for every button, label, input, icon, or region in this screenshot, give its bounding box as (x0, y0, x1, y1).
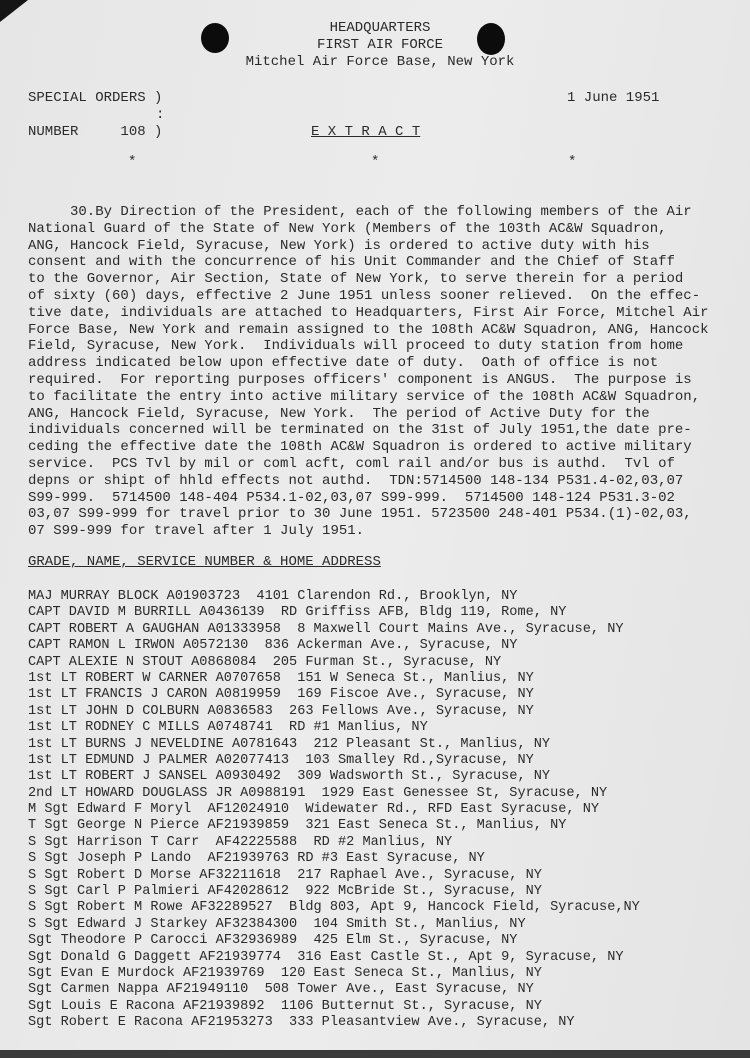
special-orders-label: SPECIAL ORDERS ) (28, 90, 163, 106)
extract-title: E X T R A C T (311, 124, 421, 140)
personnel-entry: CAPT DAVID M BURRILL A0436139 RD Griffiss AFB, Bldg 119, Rome, NY (28, 605, 567, 621)
separator-star: * (568, 154, 577, 170)
paragraph-line: service. PCS Tvl by mil or coml acft, coml rail and/or bus is authd. Tvl of (28, 455, 675, 472)
personnel-entry: 1st LT ROBERT W CARNER A0707658 151 W Seneca St., Manlius, NY (28, 670, 534, 686)
colon: : (156, 107, 165, 123)
personnel-entry: 1st LT JOHN D COLBURN A0836583 263 Fellows Ave., Syracuse, NY (28, 703, 534, 719)
personnel-entry: Sgt Theodore P Carocci AF32936989 425 Elm St., Syracuse, NY (28, 933, 518, 949)
paragraph-line: depns or shipt of hhld effects not authd. TDN:5714500 148-134 P531.4-02,03,07 (28, 472, 684, 489)
header-unit: FIRST AIR FORCE (316, 37, 444, 53)
separator-star: * (371, 154, 380, 170)
paragraph-line: required. For reporting purposes officers' component is ANGUS. The purpose is (28, 371, 692, 388)
order-paragraph (28, 204, 709, 540)
paragraph-line: ANG, Hancock Field, Syracuse, New York. The period of Active Duty for the (28, 405, 650, 422)
personnel-entry: S Sgt Robert D Morse AF32211618 217 Raphael Ave., Syracuse, NY (28, 867, 542, 883)
paragraph-line: Force Base, New York and remain assigned to the 108th AC&W Squadron, ANG, Hancock (28, 321, 709, 338)
paragraph-line: 03,07 S99-999 for travel prior to 30 June 1951. 5723500 248-401 P534.(1)-02,03, (28, 506, 692, 523)
personnel-entry: S Sgt Carl P Palmieri AF42028612 922 McBride St., Syracuse, NY (28, 884, 542, 900)
separator-star: * (128, 154, 137, 170)
personnel-entry: CAPT RAMON L IRWON A0572130 836 Ackerman Ave., Syracuse, NY (28, 638, 518, 654)
paragraph-line: National Guard of the State of New York (Members of the 103th AC&W Squadron, (28, 220, 667, 237)
paragraph-line: address indicated below upon effective date of duty. Oath of office is not (28, 355, 659, 372)
paragraph-line: individuals concerned will be terminated on the 31st of July 1951,the date pre- (28, 422, 692, 439)
personnel-entry: Sgt Donald G Daggett AF21939774 316 East Castle St., Apt 9, Syracuse, NY (28, 949, 624, 965)
personnel-entry: S Sgt Edward J Starkey AF32384300 104 Smith St., Manlius, NY (28, 916, 526, 932)
personnel-entry: S Sgt Robert M Rowe AF32289527 Bldg 803, Apt 9, Hancock Field, Syracuse,NY (28, 900, 640, 916)
personnel-entry: MAJ MURRAY BLOCK A01903723 4101 Clarendon Rd., Brooklyn, NY (28, 589, 518, 604)
header-location: Mitchel Air Force Base, New York (245, 54, 515, 70)
header-headquarters: HEADQUARTERS (329, 20, 431, 36)
order-date: 1 June 1951 (567, 90, 660, 106)
personnel-entry: Sgt Evan E Murdock AF21939769 120 East Seneca St., Manlius, NY (28, 965, 542, 981)
paragraph-line: to facilitate the entry into active military service of the 108th AC&W Squadron, (28, 388, 701, 405)
personnel-entry: S Sgt Joseph P Lando AF21939763 RD #3 East Syracuse, NY (28, 851, 485, 867)
paragraph-line: of sixty (60) days, effective 2 June 1951 unless sooner relieved. On the effec- (28, 287, 701, 304)
personnel-entry: 1st LT BURNS J NEVELDINE A0781643 212 Pleasant St., Manlius, NY (28, 736, 551, 752)
personnel-entry: 1st LT FRANCIS J CARON A0819959 169 Fiscoe Ave., Syracuse, NY (28, 687, 534, 703)
personnel-entry: S Sgt Harrison T Carr AF42225588 RD #2 Manlius, NY (28, 834, 453, 850)
paragraph-line: ceding the effective date the 108th AC&W Squadron is ordered to active military (28, 439, 692, 456)
personnel-entry: 1st LT ROBERT J SANSEL A0930492 309 Wadsworth St., Syracuse, NY (28, 769, 551, 785)
personnel-entry: Sgt Carmen Nappa AF21949110 508 Tower Ave., East Syracuse, NY (28, 982, 534, 998)
personnel-entry: CAPT ROBERT A GAUGHAN A01333958 8 Maxwell Court Mains Ave., Syracuse, NY (28, 621, 624, 637)
paragraph-line: to the Governor, Air Section, State of New York, to serve therein for a period (28, 271, 684, 288)
personnel-entry: 1st LT EDMUND J PALMER A02077413 103 Smalley Rd.,Syracuse, NY (28, 752, 534, 768)
personnel-entry: 2nd LT HOWARD DOUGLASS JR A0988191 1929 East Genessee St, Syracuse, NY (28, 785, 608, 801)
personnel-entry: CAPT ALEXIE N STOUT A0868084 205 Furman St., Syracuse, NY (28, 654, 502, 670)
paragraph-line: 07 S99-999 for travel after 1 July 1951. (28, 523, 365, 540)
personnel-entry: M Sgt Edward F Moryl AF12024910 Widewater Rd., RFD East Syracuse, NY (28, 802, 600, 818)
personnel-entry: 1st LT RODNEY C MILLS A0748741 RD #1 Manlius, NY (28, 720, 428, 736)
paragraph-line: consent and with the concurrence of his Unit Commander and the Chief of Staff (28, 254, 675, 271)
paragraph-line: tive date, individuals are attached to Headquarters, First Air Force, Mitchel Air (28, 304, 709, 321)
personnel-list (28, 589, 640, 1032)
personnel-entry: T Sgt George N Pierce AF21939859 321 East Seneca St., Manlius, NY (28, 818, 567, 834)
order-number: NUMBER 108 ) (28, 124, 163, 140)
paragraph-line: ANG, Hancock Field, Syracuse, New York) is ordered to active duty with his (28, 237, 650, 254)
paragraph-line: 30.By Direction of the President, each of the following members of the Air (28, 204, 692, 220)
paragraph-line: Field, Syracuse, New York. Individuals will proceed to duty station from home (28, 338, 684, 355)
paragraph-line: S99-999. 5714500 148-404 P534.1-02,03,07 S99-999. 5714500 148-124 P531.3-02 (28, 489, 675, 506)
personnel-entry: Sgt Robert E Racona AF21953273 333 Pleasantview Ave., Syracuse, NY (28, 1015, 575, 1031)
folded-corner (0, 0, 28, 22)
personnel-entry: Sgt Louis E Racona AF21939892 1106 Butternut St., Syracuse, NY (28, 998, 542, 1014)
list-heading: GRADE, NAME, SERVICE NUMBER & HOME ADDRESS (28, 554, 381, 570)
